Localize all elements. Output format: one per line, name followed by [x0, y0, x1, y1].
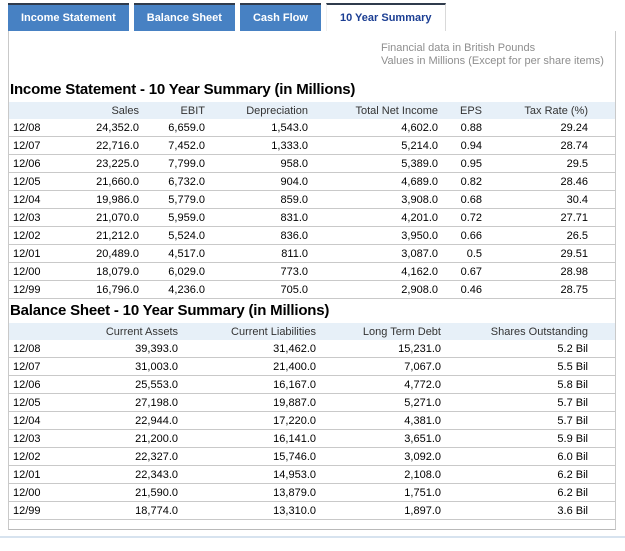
table-cell: 12/01 — [9, 245, 65, 263]
table-row — [9, 412, 615, 430]
content-panel — [8, 31, 616, 530]
table-cell: 12/00 — [9, 263, 65, 281]
column-header: Tax Rate (%) — [482, 102, 615, 119]
table-row — [9, 484, 615, 502]
table-cell: 23,225.0 — [65, 155, 139, 173]
table-cell: 12/99 — [9, 281, 65, 299]
table-cell: 5.2 Bil — [441, 340, 615, 358]
table-cell: 3.6 Bil — [441, 502, 615, 520]
table-cell: 28.75 — [482, 281, 615, 299]
tab-income-statement[interactable]: Income Statement — [8, 3, 129, 31]
table-cell: 859.0 — [205, 191, 308, 209]
column-header: EBIT — [139, 102, 205, 119]
table-cell: 5.9 Bil — [441, 430, 615, 448]
table-cell: 18,774.0 — [65, 502, 178, 520]
table-cell: 12/03 — [9, 209, 65, 227]
table-cell: 6.2 Bil — [441, 466, 615, 484]
column-header: Long Term Debt — [316, 323, 441, 340]
table-row — [9, 376, 615, 394]
table-cell: 3,950.0 — [308, 227, 438, 245]
table-cell: 22,327.0 — [65, 448, 178, 466]
table-cell: 773.0 — [205, 263, 308, 281]
table-cell: 1,751.0 — [316, 484, 441, 502]
table-cell: 0.5 — [438, 245, 482, 263]
table-cell: 15,231.0 — [316, 340, 441, 358]
table-header-row — [9, 102, 615, 119]
table-cell: 12/04 — [9, 412, 65, 430]
table-cell: 0.95 — [438, 155, 482, 173]
table-cell: 21,590.0 — [65, 484, 178, 502]
table-cell: 6.2 Bil — [441, 484, 615, 502]
table-row — [9, 119, 615, 137]
table-cell: 28.74 — [482, 137, 615, 155]
table-cell: 29.24 — [482, 119, 615, 137]
table-cell: 12/07 — [9, 358, 65, 376]
table-cell: 836.0 — [205, 227, 308, 245]
table-cell: 12/99 — [9, 502, 65, 520]
table-cell: 811.0 — [205, 245, 308, 263]
table-cell: 4,162.0 — [308, 263, 438, 281]
table-cell: 21,660.0 — [65, 173, 139, 191]
column-header: Current Liabilities — [178, 323, 316, 340]
column-header — [9, 102, 65, 119]
table-row — [9, 137, 615, 155]
table-cell: 6,029.0 — [139, 263, 205, 281]
table-cell: 5.7 Bil — [441, 394, 615, 412]
table-cell: 21,400.0 — [178, 358, 316, 376]
table-cell: 31,003.0 — [65, 358, 178, 376]
table-cell: 12/04 — [9, 191, 65, 209]
table-cell: 20,489.0 — [65, 245, 139, 263]
table-cell: 5,959.0 — [139, 209, 205, 227]
table-cell: 5.5 Bil — [441, 358, 615, 376]
table-cell: 22,716.0 — [65, 137, 139, 155]
table-cell: 12/01 — [9, 466, 65, 484]
column-header: Shares Outstanding — [441, 323, 615, 340]
table-cell: 12/00 — [9, 484, 65, 502]
income-statement-table — [9, 102, 615, 299]
table-cell: 16,141.0 — [178, 430, 316, 448]
table-cell: 25,553.0 — [65, 376, 178, 394]
table-cell: 26.5 — [482, 227, 615, 245]
currency-note: Financial data in British Pounds — [381, 42, 536, 54]
table-cell: 5,389.0 — [308, 155, 438, 173]
table-cell: 12/03 — [9, 430, 65, 448]
table-cell: 12/02 — [9, 448, 65, 466]
table-row — [9, 227, 615, 245]
table-cell: 5,779.0 — [139, 191, 205, 209]
table-row — [9, 245, 615, 263]
table-cell: 14,953.0 — [178, 466, 316, 484]
table-cell: 0.68 — [438, 191, 482, 209]
balance-sheet-table — [9, 323, 615, 520]
table-cell: 30.4 — [482, 191, 615, 209]
table-cell: 21,212.0 — [65, 227, 139, 245]
table-row — [9, 191, 615, 209]
table-cell: 0.72 — [438, 209, 482, 227]
tab-cash-flow[interactable]: Cash Flow — [240, 3, 321, 31]
table-row — [9, 340, 615, 358]
table-cell: 12/06 — [9, 376, 65, 394]
table-cell: 27.71 — [482, 209, 615, 227]
tab-10-year-summary[interactable]: 10 Year Summary — [326, 3, 446, 31]
table-row — [9, 281, 615, 299]
column-header: Current Assets — [65, 323, 178, 340]
table-row — [9, 430, 615, 448]
table-cell: 19,887.0 — [178, 394, 316, 412]
tab-balance-sheet[interactable]: Balance Sheet — [134, 3, 235, 31]
table-cell: 705.0 — [205, 281, 308, 299]
table-cell: 831.0 — [205, 209, 308, 227]
column-header: EPS — [438, 102, 482, 119]
table-cell: 28.98 — [482, 263, 615, 281]
table-cell: 12/05 — [9, 394, 65, 412]
table-cell: 12/07 — [9, 137, 65, 155]
table-cell: 5,214.0 — [308, 137, 438, 155]
table-cell: 958.0 — [205, 155, 308, 173]
income-statement-title: Income Statement - 10 Year Summary (in Millions) — [10, 81, 356, 98]
table-cell: 1,333.0 — [205, 137, 308, 155]
notes-block — [381, 42, 615, 68]
table-cell: 15,746.0 — [178, 448, 316, 466]
table-cell: 904.0 — [205, 173, 308, 191]
table-row — [9, 173, 615, 191]
table-row — [9, 155, 615, 173]
table-cell: 7,452.0 — [139, 137, 205, 155]
table-row — [9, 394, 615, 412]
table-cell: 31,462.0 — [178, 340, 316, 358]
column-header: Depreciation — [205, 102, 308, 119]
table-cell: 16,796.0 — [65, 281, 139, 299]
table-cell: 7,799.0 — [139, 155, 205, 173]
table-cell: 1,897.0 — [316, 502, 441, 520]
table-cell: 7,067.0 — [316, 358, 441, 376]
table-row — [9, 502, 615, 520]
table-cell: 24,352.0 — [65, 119, 139, 137]
table-cell: 3,651.0 — [316, 430, 441, 448]
table-cell: 6,659.0 — [139, 119, 205, 137]
table-cell: 21,200.0 — [65, 430, 178, 448]
table-cell: 28.46 — [482, 173, 615, 191]
table-cell: 12/06 — [9, 155, 65, 173]
table-cell: 2,108.0 — [316, 466, 441, 484]
table-cell: 0.46 — [438, 281, 482, 299]
table-cell: 0.67 — [438, 263, 482, 281]
table-cell: 4,772.0 — [316, 376, 441, 394]
bottom-divider — [0, 536, 625, 538]
column-header: Total Net Income — [308, 102, 438, 119]
table-cell: 6.0 Bil — [441, 448, 615, 466]
balance-sheet-title: Balance Sheet - 10 Year Summary (in Millions) — [10, 302, 330, 319]
table-cell: 39,393.0 — [65, 340, 178, 358]
column-header: Sales — [65, 102, 139, 119]
table-cell: 0.88 — [438, 119, 482, 137]
table-cell: 18,079.0 — [65, 263, 139, 281]
table-cell: 12/08 — [9, 340, 65, 358]
table-cell: 4,201.0 — [308, 209, 438, 227]
table-cell: 3,092.0 — [316, 448, 441, 466]
table-cell: 4,689.0 — [308, 173, 438, 191]
tab-bar — [8, 3, 446, 31]
table-header-row — [9, 323, 615, 340]
table-cell: 4,236.0 — [139, 281, 205, 299]
table-row — [9, 209, 615, 227]
table-row — [9, 263, 615, 281]
table-cell: 5.8 Bil — [441, 376, 615, 394]
table-row — [9, 358, 615, 376]
table-cell: 1,543.0 — [205, 119, 308, 137]
table-cell: 6,732.0 — [139, 173, 205, 191]
table-row — [9, 466, 615, 484]
column-header — [9, 323, 65, 340]
table-cell: 0.94 — [438, 137, 482, 155]
table-cell: 5,271.0 — [316, 394, 441, 412]
table-cell: 3,908.0 — [308, 191, 438, 209]
table-cell: 0.66 — [438, 227, 482, 245]
table-cell: 19,986.0 — [65, 191, 139, 209]
units-note: Values in Millions (Except for per share items) — [381, 55, 604, 67]
table-cell: 12/05 — [9, 173, 65, 191]
table-cell: 27,198.0 — [65, 394, 178, 412]
table-row — [9, 448, 615, 466]
table-cell: 2,908.0 — [308, 281, 438, 299]
table-cell: 5.7 Bil — [441, 412, 615, 430]
table-cell: 4,381.0 — [316, 412, 441, 430]
table-cell: 0.82 — [438, 173, 482, 191]
table-cell: 22,343.0 — [65, 466, 178, 484]
table-cell: 13,879.0 — [178, 484, 316, 502]
table-cell: 16,167.0 — [178, 376, 316, 394]
table-cell: 22,944.0 — [65, 412, 178, 430]
table-cell: 21,070.0 — [65, 209, 139, 227]
table-cell: 4,517.0 — [139, 245, 205, 263]
table-cell: 12/08 — [9, 119, 65, 137]
table-cell: 29.5 — [482, 155, 615, 173]
table-cell: 17,220.0 — [178, 412, 316, 430]
table-cell: 12/02 — [9, 227, 65, 245]
table-cell: 29.51 — [482, 245, 615, 263]
table-cell: 3,087.0 — [308, 245, 438, 263]
table-cell: 5,524.0 — [139, 227, 205, 245]
table-cell: 13,310.0 — [178, 502, 316, 520]
table-cell: 4,602.0 — [308, 119, 438, 137]
